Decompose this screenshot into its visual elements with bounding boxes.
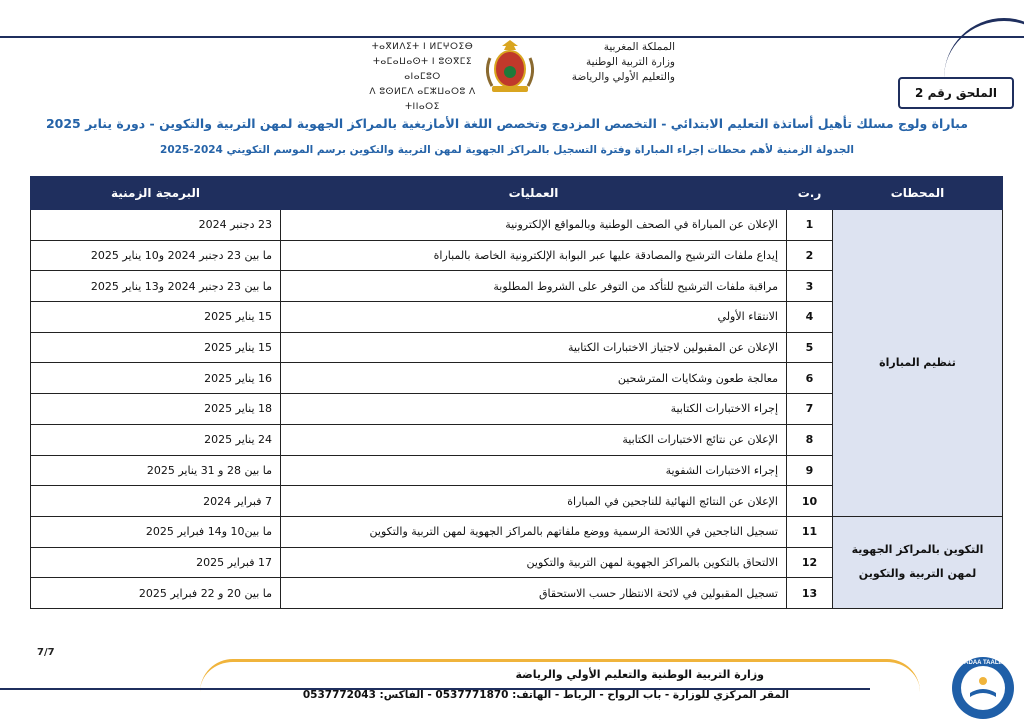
row-operation: الإعلان عن النتائج النهائية للناجحين في المباراة xyxy=(281,486,787,517)
row-operation: إيداع ملفات الترشيح والمصادقة عليها عبر البوابة الإلكترونية الخاصة بالمباراة xyxy=(281,240,787,271)
annex-label: الملحق رقم 2 xyxy=(898,77,1014,109)
header-arabic-line: وزارة التربية الوطنية xyxy=(586,56,675,68)
header-curve xyxy=(944,18,1024,81)
row-operation: تسجيل الناجحين في اللائحة الرسمية ووضع ملفاتهم بالمراكز الجهوية لمهن التربية والتكوين xyxy=(281,516,787,547)
row-date: 7 فبراير 2024 xyxy=(31,486,281,517)
row-operation: الالتحاق بالتكوين بالمراكز الجهوية لمهن التربية والتكوين xyxy=(281,547,787,578)
row-number: 4 xyxy=(787,302,833,333)
row-date: ما بين 23 دجنبر 2024 و13 يناير 2025 xyxy=(31,271,281,302)
row-number: 6 xyxy=(787,363,833,394)
row-date: 18 يناير 2025 xyxy=(31,394,281,425)
row-date: 15 يناير 2025 xyxy=(31,332,281,363)
row-operation: الإعلان عن المقبولين لاجتياز الاختبارات الكتابية xyxy=(281,332,787,363)
footer-ministry: وزارة التربية الوطنية والتعليم الأولي والرياضة xyxy=(515,668,764,681)
page-number: 7/7 xyxy=(37,647,55,658)
row-date: ما بين 20 و 22 فبراير 2025 xyxy=(31,578,281,609)
row-number: 13 xyxy=(787,578,833,609)
row-date: ما بين 23 دجنبر 2024 و10 يناير 2025 xyxy=(31,240,281,271)
row-number: 8 xyxy=(787,424,833,455)
header-arabic-line: المملكة المغربية xyxy=(603,41,675,53)
row-date: ما بين 28 و 31 يناير 2025 xyxy=(31,455,281,486)
row-operation: إجراء الاختبارات الكتابية xyxy=(281,394,787,425)
row-date: 24 يناير 2025 xyxy=(31,424,281,455)
row-number: 5 xyxy=(787,332,833,363)
header-phase: المحطات xyxy=(833,177,1003,210)
document-subtitle: الجدولة الزمنية لأهم محطات إجراء المباراة وفترة التسجيل بالمراكز الجهوية لمهن التربية والتكوين برسم الموسم التكويني 2024-2025 xyxy=(160,144,854,156)
header-tifinagh xyxy=(355,40,490,115)
row-number: 7 xyxy=(787,394,833,425)
table-row xyxy=(31,516,1003,547)
header-num: ر.ت xyxy=(787,177,833,210)
row-operation: الانتقاء الأولي xyxy=(281,302,787,333)
document-title: مباراة ولوج مسلك تأهيل أساتذة التعليم الابتدائي - التخصص المزدوج وتخصص اللغة الأمازيغية بالمراكز الجهوية لمهن التربية والتكوين - دورة يناير 2025 xyxy=(45,116,969,131)
phase-cell-competition: تنظيم المباراة xyxy=(833,210,1003,517)
header-tifinagh-line: ⵜⴰⴳⵍⴷⵉⵜ ⵏ ⵍⵎⵖⵔⵉⴱ xyxy=(371,42,474,52)
row-operation: الإعلان عن المباراة في الصحف الوطنية وبالمواقع الإلكترونية xyxy=(281,210,787,241)
row-operation: معالجة طعون وشكايات المترشحين xyxy=(281,363,787,394)
row-number: 12 xyxy=(787,547,833,578)
header-operation: العمليات xyxy=(281,177,787,210)
row-number: 1 xyxy=(787,210,833,241)
row-operation: الإعلان عن نتائج الاختبارات الكتابية xyxy=(281,424,787,455)
schedule-table xyxy=(30,176,1003,609)
row-number: 10 xyxy=(787,486,833,517)
row-number: 9 xyxy=(787,455,833,486)
row-number: 3 xyxy=(787,271,833,302)
header-schedule: البرمجة الزمنية xyxy=(31,177,281,210)
row-date: 23 دجنبر 2024 xyxy=(31,210,281,241)
row-date: 17 فبراير 2025 xyxy=(31,547,281,578)
header-arabic-line: والتعليم الأولي والرياضة xyxy=(571,71,675,83)
table-header-row xyxy=(31,177,1003,210)
phase-cell-training: التكوين بالمراكز الجهوية لمهن التربية والتكوين xyxy=(833,516,1003,608)
row-date: 16 يناير 2025 xyxy=(31,363,281,394)
row-operation: تسجيل المقبولين في لائحة الانتظار حسب الاستحقاق xyxy=(281,578,787,609)
row-date: 15 يناير 2025 xyxy=(31,302,281,333)
footer-address: المقر المركزي للوزارة - باب الرواح - الرباط - الهاتف: 0537771870 - الفاكس: 0537772043 xyxy=(302,689,789,701)
row-operation: إجراء الاختبارات الشفوية xyxy=(281,455,787,486)
header-arabic xyxy=(555,40,675,85)
table-row xyxy=(31,210,1003,241)
row-operation: مراقبة ملفات الترشيح للتأكد من التوفر على الشروط المطلوبة xyxy=(281,271,787,302)
header-tifinagh-line: ⵜⴰⵎⴰⵡⴰⵙⵜ ⵏ ⵓⵙⴳⵎⵉ ⴰⵏⴰⵎⵓⵔ xyxy=(372,57,473,82)
header-tifinagh-line: ⴷ ⵓⵙⵍⵎⴷ ⴰⵎⵣⵡⴰⵔⵓ ⴷ ⵜⵏⵏⴰⵔⵉ xyxy=(369,87,476,112)
svg-text:FADAA TAALIM: FADAA TAALIM xyxy=(960,660,1006,666)
fadaa-taalim-logo xyxy=(950,655,1016,721)
row-number: 2 xyxy=(787,240,833,271)
row-date: ما بين10 و14 فبراير 2025 xyxy=(31,516,281,547)
row-number: 11 xyxy=(787,516,833,547)
